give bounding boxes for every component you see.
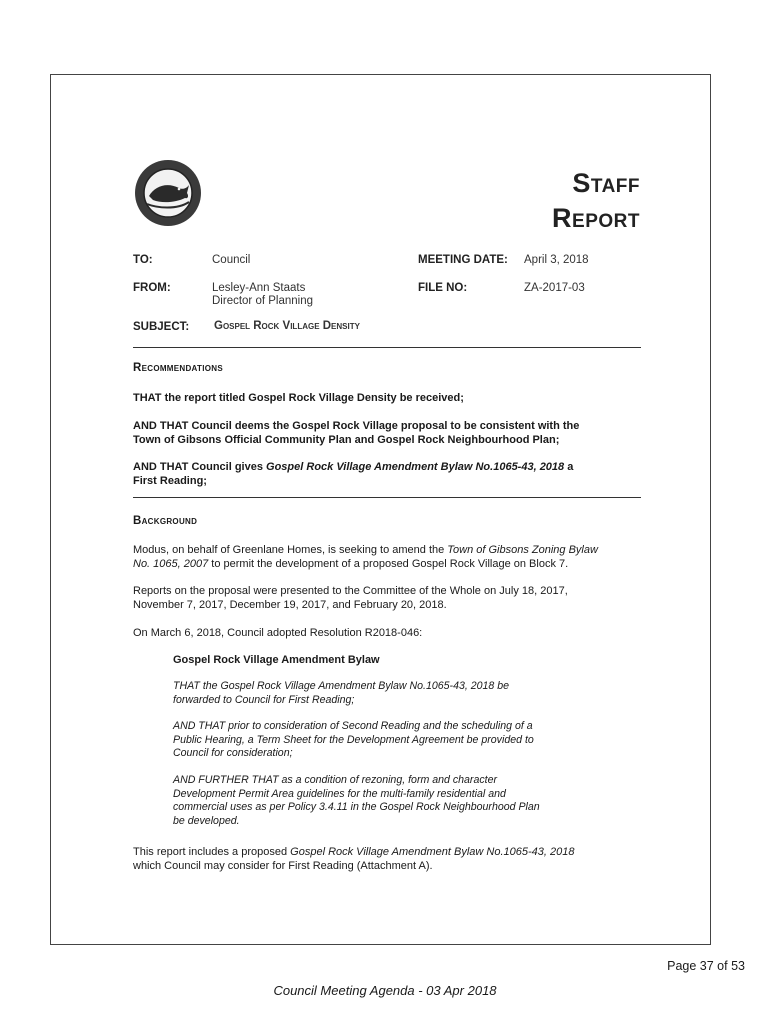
recommendation-3-start: AND THAT Council gives [133, 461, 267, 473]
r3-line3: commercial uses as per Policy 3.4.11 in the Gospel Rock Neighbourhood Plan [173, 801, 540, 813]
page-number: Page 37 of 53 [667, 959, 745, 973]
r3-line2: Development Permit Area guidelines for the multi-family residential and [173, 787, 506, 800]
recommendation-2 [133, 419, 641, 447]
town-of-gibsons-seal-logo [133, 158, 203, 228]
bg-p4-bylaw: Gospel Rock Village Amendment Bylaw No.1065-43, 2018 [290, 846, 575, 858]
file-no-label: FILE NO: [418, 282, 468, 294]
bg-p4-line2: which Council may consider for First Reading (Attachment A). [133, 860, 433, 872]
to-value: Council [212, 254, 251, 266]
bg-p1-start: Modus, on behalf of Greenlane Homes, is seeking to amend the [133, 544, 448, 556]
divider [133, 497, 641, 498]
resolution-clause-2 [173, 720, 603, 761]
to-label: TO: [133, 254, 153, 266]
resolution-clause-3 [173, 774, 603, 828]
background-heading: Background [133, 515, 198, 527]
bg-p1-end: to permit the development of a proposed Gospel Rock Village on Block 7. [208, 558, 569, 570]
file-no-value: ZA-2017-03 [524, 282, 585, 294]
subject-value: Gospel Rock Village Density [214, 320, 360, 332]
resolution-title: Gospel Rock Village Amendment Bylaw [173, 654, 380, 666]
bg-p2-line1: Reports on the proposal were presented to the Committee of the Whole on July 18, 2017, [133, 585, 568, 597]
resolution-clause-1 [173, 680, 603, 707]
bg-p1-bylaw-number: No. 1065, 2007 [133, 558, 209, 570]
r1-line1: THAT the Gospel Rock Village Amendment Bylaw No.1065-43, 2018 be [173, 680, 510, 692]
bg-p1-zoning-bylaw: Town of Gibsons Zoning Bylaw [447, 544, 598, 556]
bg-p4-start: This report includes a proposed [133, 846, 291, 858]
r1-line2: forwarded to Council for First Reading; [173, 693, 355, 706]
meeting-date-value: April 3, 2018 [524, 254, 589, 266]
recommendation-3-line2: First Reading; [133, 475, 207, 487]
r2-line3: Council for consideration; [173, 747, 293, 759]
recommendation-3-end: a [564, 461, 574, 473]
background-paragraph-4 [133, 845, 641, 873]
meeting-date-label: MEETING DATE: [418, 254, 508, 266]
recommendation-3-bylaw: Gospel Rock Village Amendment Bylaw No.1065-43, 2018 [266, 461, 565, 473]
divider [133, 347, 641, 348]
r3-line1: AND FURTHER THAT as a condition of rezoning, form and character [173, 774, 498, 786]
from-title: Director of Planning [212, 295, 313, 307]
r2-line2: Public Hearing, a Term Sheet for the Development Agreement be provided to [173, 733, 534, 746]
background-paragraph-3: On March 6, 2018, Council adopted Resolution R2018-046: [133, 627, 423, 639]
subject-label: SUBJECT: [133, 321, 190, 333]
title-staff: Staff [572, 168, 640, 198]
r2-line1: AND THAT prior to consideration of Second Reading and the scheduling of a [173, 720, 533, 732]
from-label: FROM: [133, 282, 171, 294]
background-paragraph-1 [133, 543, 641, 571]
from-name: Lesley-Ann Staats [212, 282, 306, 294]
recommendation-2-line2: Town of Gibsons Official Community Plan and Gospel Rock Neighbourhood Plan; [133, 434, 560, 446]
recommendations-heading: Recommendations [133, 362, 223, 374]
agenda-footer: Council Meeting Agenda - 03 Apr 2018 [273, 983, 497, 998]
background-paragraph-2 [133, 584, 641, 612]
recommendation-3 [133, 460, 641, 488]
bg-p2-line2: November 7, 2017, December 19, 2017, and February 20, 2018. [133, 599, 447, 611]
r3-line4: be developed. [173, 814, 240, 827]
title-report: Report [552, 203, 640, 233]
recommendation-1: THAT the report titled Gospel Rock Village Density be received; [133, 392, 464, 404]
recommendation-2-line1: AND THAT Council deems the Gospel Rock Village proposal to be consistent with the [133, 420, 580, 432]
